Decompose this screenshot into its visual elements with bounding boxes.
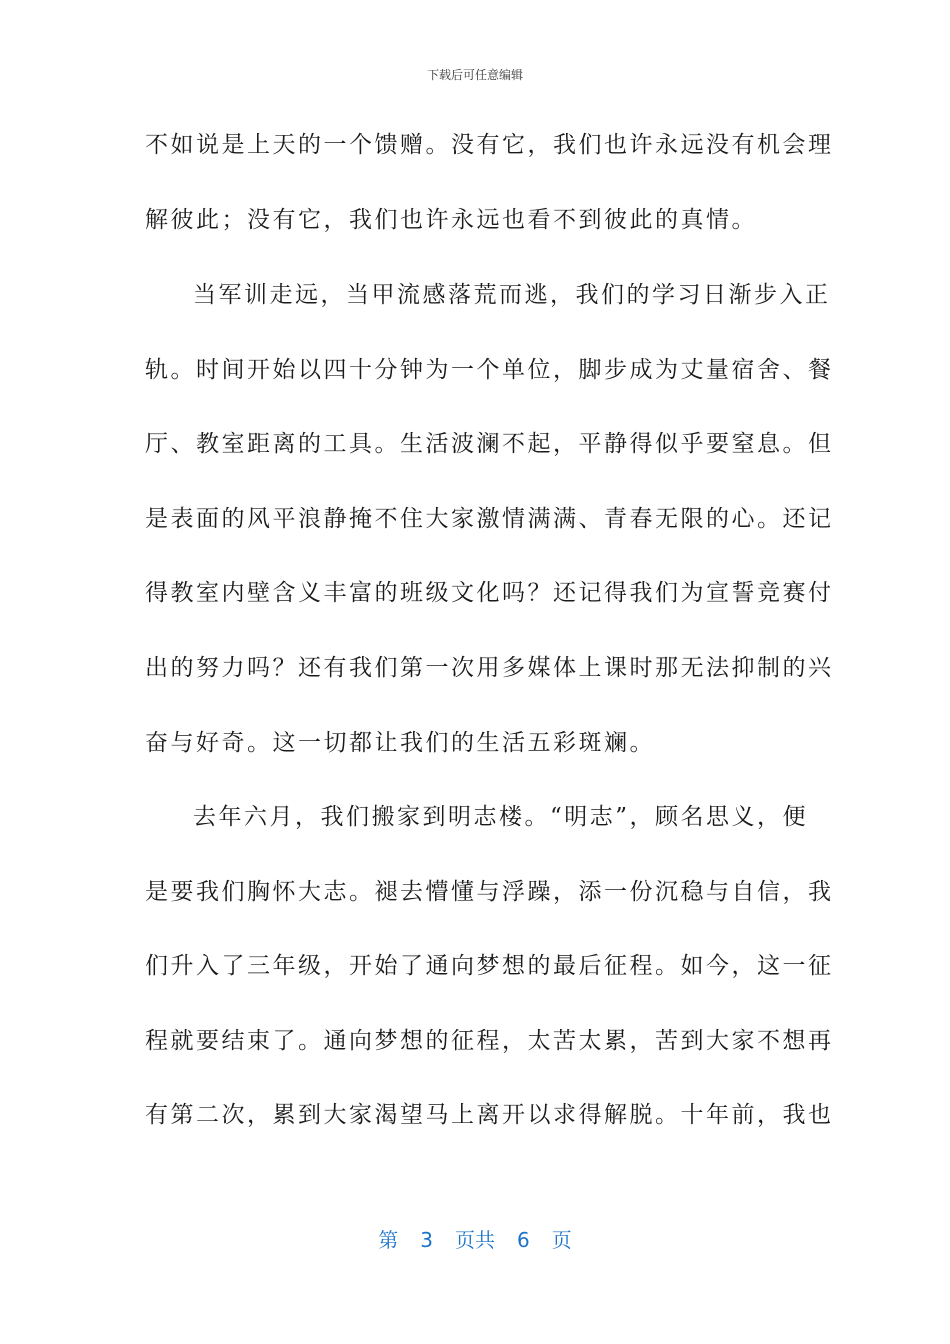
text-line: 去年六月，我们搬家到明志楼。“明志”，顾名思义，便 [193, 804, 809, 830]
footer-total-label: 页共 [455, 1228, 495, 1252]
footer-current-page: 3 [420, 1228, 433, 1252]
text-line: 有第二次，累到大家渴望马上离开以求得解脱。十年前，我也 [145, 1102, 834, 1128]
text-line: 程就要结束了。通向梦想的征程，太苦太累，苦到大家不想再 [145, 1028, 834, 1054]
text-line: 轨。时间开始以四十分钟为一个单位，脚步成为丈量宿舍、餐 [145, 357, 834, 383]
text-line: 解彼此；没有它，我们也许永远也看不到彼此的真情。 [145, 207, 757, 233]
text-line: 得教室内壁含义丰富的班级文化吗？还记得我们为宣誓竞赛付 [145, 580, 834, 606]
text-line: 不如说是上天的一个馈赠。没有它，我们也许永远没有机会理 [145, 132, 834, 158]
footer-page-unit: 页 [551, 1228, 572, 1252]
footer-total-pages: 6 [517, 1228, 530, 1252]
text-line: 是表面的风平浪静掩不住大家激情满满、青春无限的心。还记 [145, 506, 834, 532]
footer-page-label: 第 [378, 1228, 399, 1252]
text-line: 奋与好奇。这一切都让我们的生活五彩斑斓。 [145, 730, 655, 756]
text-line: 厅、教室距离的工具。生活波澜不起，平静得似乎要窒息。但 [145, 431, 834, 457]
text-line: 是要我们胸怀大志。褪去懵懂与浮躁，添一份沉稳与自信，我 [145, 879, 834, 905]
text-line: 当军训走远，当甲流感落荒而逃，我们的学习日渐步入正 [193, 282, 831, 308]
page-footer [0, 1224, 950, 1253]
header-note: 下载后可任意编辑 [426, 68, 523, 82]
text-line: 出的努力吗？还有我们第一次用多媒体上课时那无法抑制的兴 [145, 655, 834, 681]
text-line: 们升入了三年级，开始了通向梦想的最后征程。如今，这一征 [145, 953, 834, 979]
